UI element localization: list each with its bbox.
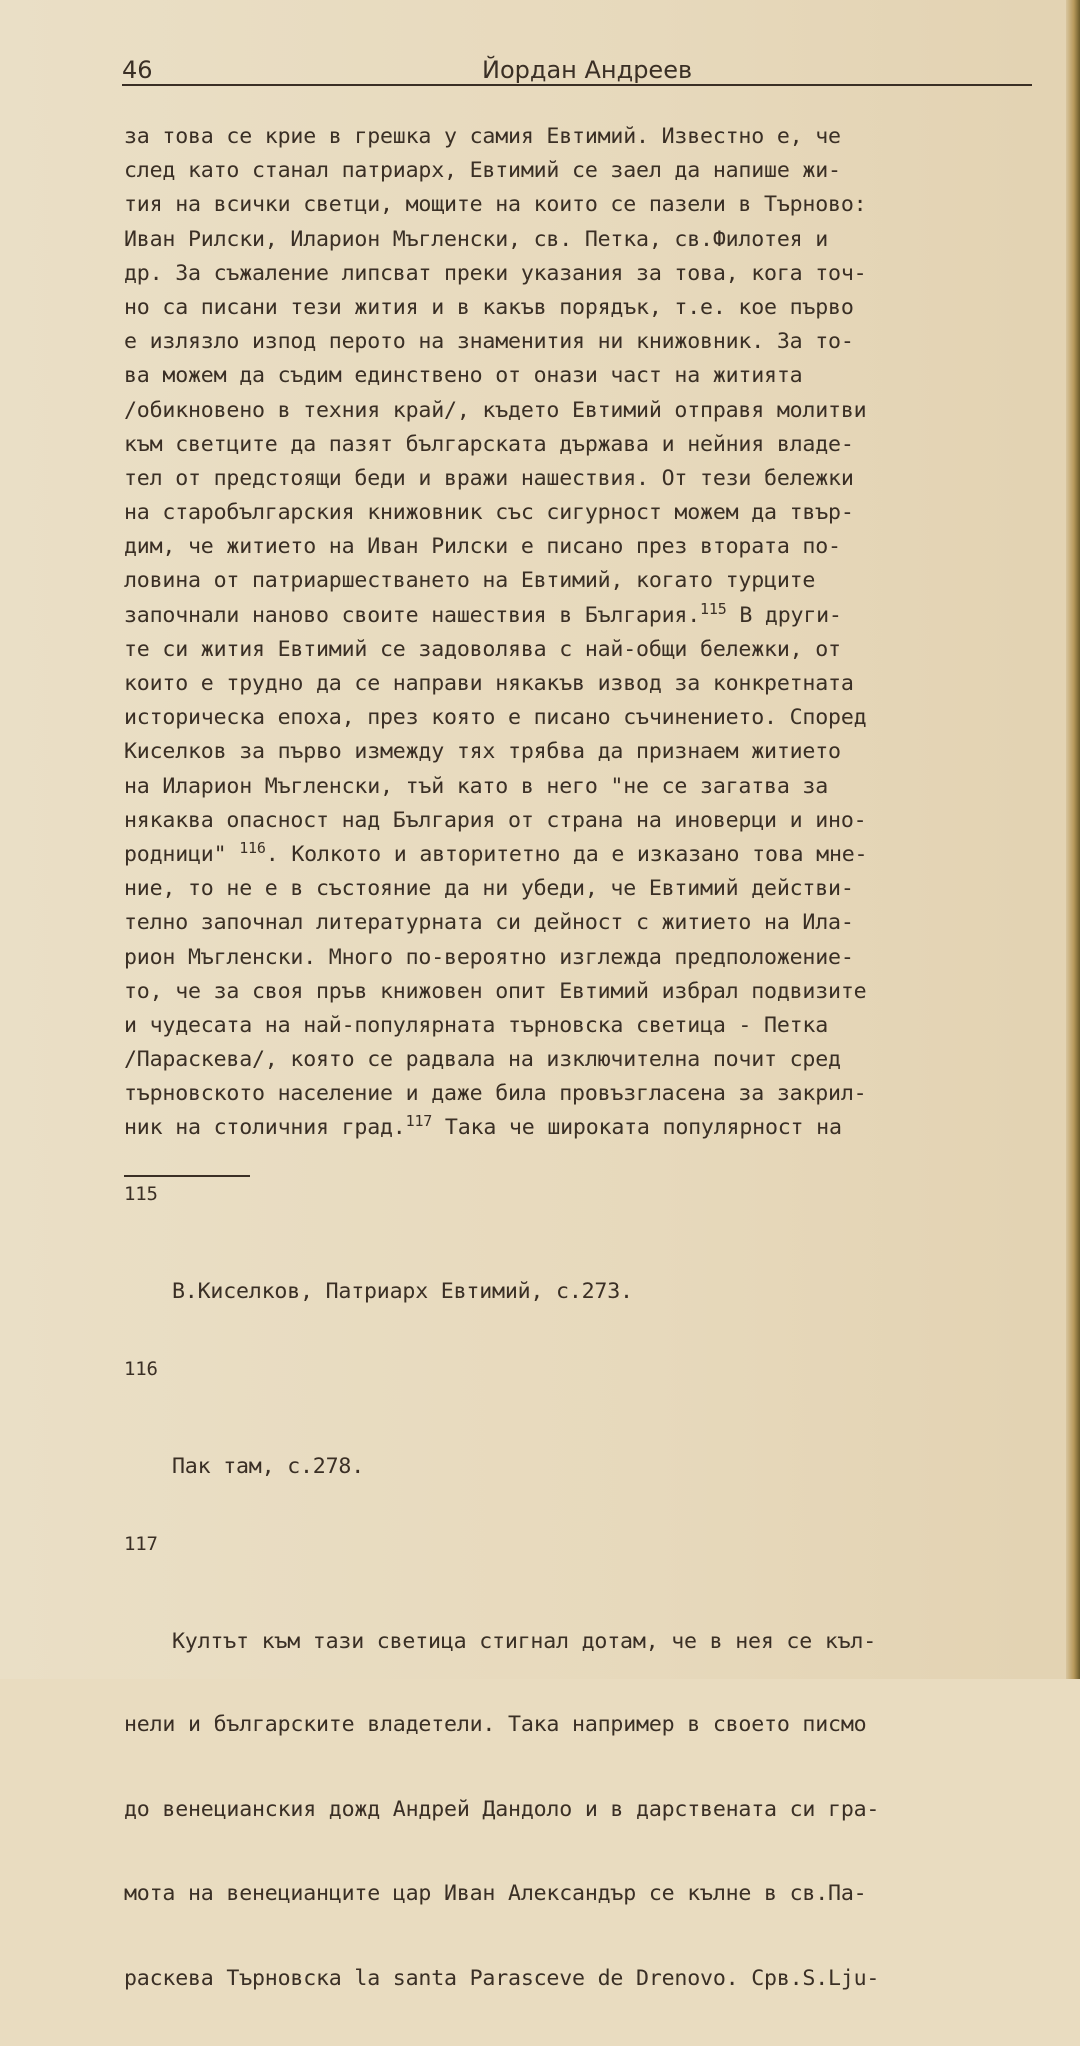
header-rule [122, 84, 1032, 86]
page-number: 46 [122, 56, 153, 84]
text-segment: Така че широката популярност на [432, 1115, 842, 1141]
text-line: историческа епоха, през която е писано съчинението. Според [124, 705, 867, 731]
footnote-115 [124, 1183, 1044, 1358]
text-line: ловина от патриаршестването на Евтимий, когато турците [124, 568, 816, 594]
text-line: към светците да пазят българската държава и нейния владе- [124, 431, 854, 457]
text-line: тия на всички светци, мощите на които се пазели в Търново: [124, 192, 867, 218]
footnote-text: Култът към тази светица стигнал дотам, че в нея се къл- [172, 1629, 877, 1654]
footnotes [124, 1183, 1044, 2046]
text-line: рион Мъгленски. Много по-вероятно изглежда предположение- [124, 944, 854, 970]
text-line: /Параскева/, която се радвала на изключителна почит сред [124, 1047, 841, 1073]
running-header [122, 52, 1032, 86]
text-line: Киселков за първо измежду тях трябва да признаем житието [124, 739, 841, 765]
text-line-with-note-116 [124, 838, 1044, 872]
footnote-number: 116 [124, 1358, 158, 1380]
text-line: тел от предстоящи беди и вражи нашествия. От тези бележки [124, 465, 854, 491]
text-line: др. За съжаление липсват преки указания за това, кога точ- [124, 260, 867, 286]
text-line: и чудесата на най-популярната търновска светица - Петка [124, 1012, 829, 1038]
text-line: Иван Рилски, Иларион Мъгленски, св. Петка, св.Филотея и [124, 226, 829, 252]
text-line: на старобългарския книжовник със сигурност можем да твър- [124, 500, 854, 526]
text-segment: родници" [124, 841, 240, 867]
footnote-number: 117 [124, 1533, 158, 1555]
footnote-ref-116: 116 [239, 838, 266, 857]
footnote-text: раскева Търновска la santa Parasceve de Drenovo. Срв.S.Lju- [124, 1965, 880, 1991]
text-line: /обикновено в техния край/, където Евтимий отправя молитви [124, 397, 867, 423]
footnote-text: нели и българските владетели. Така например в своето писмо [124, 1712, 867, 1737]
footnote-rule [124, 1175, 250, 1177]
text-line: търновското население и даже била провъзгласена за закрил- [124, 1081, 867, 1107]
footnote-text: до венецианския дожд Андрей Дандоло и в дарствената си гра- [124, 1796, 880, 1822]
footnote-text: В.Киселков, Патриарх Евтимий, с.273. [172, 1279, 633, 1304]
text-line: дим, че житието на Иван Рилски е писано през втората по- [124, 534, 841, 560]
footnote-text: Пак там, с.278. [172, 1454, 365, 1479]
text-line: след като станал патриарх, Евтимий се заел да напише жи- [124, 158, 841, 184]
text-line: те си жития Евтимий се задоволява с най-общи бележки, от [124, 636, 841, 662]
page-edge [1066, 0, 1080, 1679]
text-line: ние, то не е в състояние да ни убеди, че Евтимий действи- [124, 876, 854, 902]
text-line-with-note-115 [124, 599, 1044, 633]
footnote-116 [124, 1358, 1044, 1533]
footnote-text: мота на венецианците цар Иван Александър се кълне в св.Па- [124, 1881, 867, 1907]
main-text [124, 120, 1044, 1146]
text-segment: В други- [726, 602, 842, 628]
text-line: е излязло изпод перото на знаменития ни книжовник. За то- [124, 329, 854, 355]
footnote-ref-117: 117 [405, 1112, 433, 1131]
text-line: за това се крие в грешка у самия Евтимий. Известно е, че [124, 124, 841, 149]
running-header-author: Йордан Андреев [482, 56, 693, 84]
footnote-117 [124, 1533, 1044, 2046]
text-line: ва можем да съдим единствено от онази част на житията [124, 363, 803, 389]
text-segment: . Колкото и авторитетно да е изказано това мне- [265, 841, 868, 867]
text-segment: ник на столичния град. [124, 1115, 406, 1141]
text-line: някаква опасност над България от страна на иноверци и ино- [124, 807, 867, 833]
text-line: но са писани тези жития и в какъв порядък, т.е. кое първо [124, 294, 854, 320]
footnote-ref-115: 115 [700, 599, 727, 618]
text-line: които е трудно да се направи някакъв извод за конкретната [124, 671, 854, 696]
text-line: то, че за своя пръв книжовен опит Евтимий избрал подвизите [124, 978, 867, 1004]
footnote-number: 115 [124, 1183, 158, 1205]
text-line-with-note-117 [124, 1111, 1044, 1145]
text-segment: започнали наново своите нашествия в България. [124, 602, 701, 628]
text-line: на Иларион Мъгленски, тъй като в него "не се загатва за [124, 773, 829, 799]
text-line: телно започнал литературната си дейност с житието на Ила- [124, 910, 854, 936]
